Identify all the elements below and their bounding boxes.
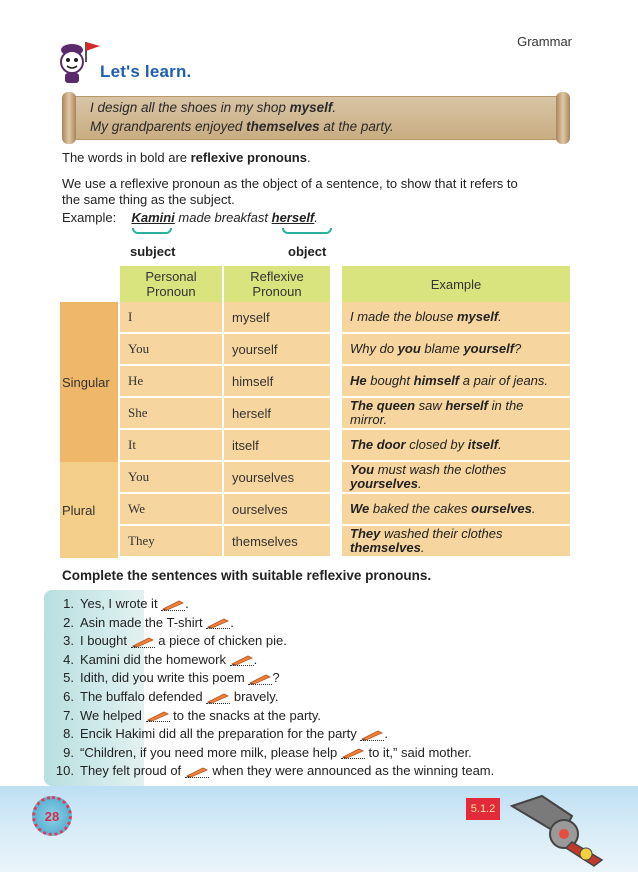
exercise-heading: Complete the sentences with suitable reflexive pronouns. [62,568,432,583]
example-end: . [314,210,318,225]
example-bold-text: itself [467,437,499,452]
intro-paragraph-2-line-1: We use a reflexive pronoun as the object of a sentence, to show that it refers to [62,176,518,191]
example-object: herself [271,210,315,225]
example-bold-text: We [350,501,370,516]
exercise-number: 2. [63,614,74,630]
example-bold-text: You [350,462,375,477]
example-cell [342,302,570,334]
intro-paragraph-2-line-2: the same thing as the subject. [62,192,235,207]
exercise-item [52,652,257,667]
exercise-text-before: Idith, did you write this poem [80,670,249,686]
example-cell [342,366,570,398]
subject-brace [132,228,172,234]
reflexive-pronoun-cell: yourself [224,334,330,366]
example-cell [342,526,570,558]
intro-paragraph-1: The words in bold are reflexive pronouns. [62,150,311,165]
example-cell [342,334,570,366]
personal-pronoun-cell: It [120,430,222,462]
exercise-text-before: Encik Hakimi did all the preparation for the party [80,726,361,742]
scroll-sentence-2: My grandparents enjoyed themselves at the party. [90,119,394,134]
example-text: Why do [350,341,398,356]
example-bold-text: yourselves [350,476,418,491]
example-text: I made the blouse [350,309,457,324]
reflexive-pronoun-cell: themselves [224,526,330,558]
example-cell [342,494,570,526]
answer-blank-pencil-icon[interactable] [360,729,384,741]
object-brace [282,228,332,234]
exercise-item [52,745,472,760]
example-bold-text: himself [413,373,460,388]
reflexive-pronoun-cell: himself [224,366,330,398]
exercise-text-after: . [185,596,189,611]
answer-blank-pencil-icon[interactable] [185,766,209,778]
answer-blank-pencil-icon[interactable] [161,599,185,611]
header-personal-pronoun: Personal Pronoun [120,266,222,302]
example-text: closed by [405,437,468,452]
example-text: . [417,476,422,491]
reflexive-pronoun-cell: herself [224,398,330,430]
exercise-text-after: bravely. [230,689,279,704]
answer-blank-pencil-icon[interactable] [248,673,272,685]
answer-blank-pencil-icon[interactable] [206,692,230,704]
example-bold-text: myself [456,309,499,324]
exercise-item [52,726,388,741]
scroll-roll-right [556,92,570,144]
exercise-item [52,615,234,630]
exercise-number: 6. [63,689,74,704]
example-bold-text: themselves [350,540,421,555]
personal-pronoun-cell: She [120,398,222,430]
mascot-icon [56,38,102,86]
exercise-text-before: They felt proud of [80,763,185,779]
example-text: a pair of jeans. [459,373,549,388]
reflexive-pronoun-cell: yourselves [224,462,330,494]
page-number: 28 [32,796,72,836]
exercise-text-before: We helped [80,707,146,723]
exercise-text-after: to the snacks at the party. [169,707,322,723]
group-plural: Plural [60,462,118,558]
object-label: object [288,244,327,259]
exercise-text-before: Kamini did the homework [80,651,230,667]
example-text: baked the cakes [369,501,472,516]
exercise-item [52,708,321,723]
example-text: . [531,501,536,516]
exercise-text-before: I bought [80,633,131,649]
exercise-number: 1. [63,596,74,611]
example-subject: Kamini [131,210,175,225]
exercise-text-after: when they were announced as the winning team. [208,763,495,779]
personal-pronoun-cell: You [120,334,222,366]
example-text: . [420,540,425,555]
example-cell [342,462,570,494]
exercise-number: 4. [63,651,74,667]
lesson-code: 5.1.2 [466,798,500,820]
exercise-text-after: . [230,614,234,630]
scroll-sentence-1: I design all the shoes in my shop myself. [90,100,337,115]
exercise-text-before: The buffalo defended [80,689,207,704]
exercise-number: 5. [63,670,74,686]
reflexive-pronoun-cell: ourselves [224,494,330,526]
answer-blank-pencil-icon[interactable] [230,654,254,666]
example-bold-text: herself [445,398,488,413]
group-singular: Singular [60,302,118,462]
header-reflexive-pronoun: Reflexive Pronoun [224,266,330,302]
personal-pronoun-cell: You [120,462,222,494]
exercise-item [52,596,189,611]
example-text: must wash the clothes [374,462,507,477]
exercise-text-before: Asin made the T-shirt [80,614,207,630]
exercise-text-after: a piece of chicken pie. [154,633,287,649]
example-label: Example: [62,210,117,225]
section-label: Grammar [517,34,572,49]
example-bold-text: He [350,373,367,388]
personal-pronoun-cell: I [120,302,222,334]
example-bold-text: ourselves [471,501,532,516]
exercise-item [52,633,287,648]
example-cell [342,398,570,430]
header-example: Example [342,266,570,302]
exercise-text-after: ? [272,670,280,686]
example-text: . [498,437,502,452]
example-text: . [498,309,502,324]
example-bold-text: you [397,341,421,356]
example-text: washed their clothes [380,526,503,541]
exercise-text-after: . [384,726,388,742]
answer-blank-pencil-icon[interactable] [206,617,230,629]
personal-pronoun-cell: He [120,366,222,398]
example-middle: made breakfast [174,210,272,225]
personal-pronoun-cell: We [120,494,222,526]
example-bold-text: They [350,526,381,541]
exercise-number: 9. [63,744,74,760]
exercise-number: 10. [55,763,74,779]
example-cell [342,430,570,462]
answer-blank-pencil-icon[interactable] [146,710,170,722]
exercise-text-after: to it,” said mother. [364,744,472,760]
reflexive-pronoun-cell: myself [224,302,330,334]
exercise-text-before: “Children, if you need more milk, please help [80,744,341,760]
robot-illustration-icon [502,786,614,868]
exercise-item [52,670,280,685]
example-bold-text: The door [350,437,406,452]
exercise-item [52,689,278,704]
example-text: bought [366,373,414,388]
subject-label: subject [130,244,176,259]
example-text: blame [420,341,464,356]
exercise-text-after: . [253,651,258,667]
scroll-roll-left [62,92,76,144]
lets-learn-title: Let's learn. [100,62,192,81]
exercise-text-before: Yes, I wrote it [80,596,162,611]
example-text: in the mirror. [350,398,524,427]
exercise-number: 3. [63,633,74,649]
answer-blank-pencil-icon[interactable] [131,636,155,648]
example-text: ? [514,341,522,356]
personal-pronoun-cell: They [120,526,222,558]
example-bold-text: yourself [463,341,515,356]
answer-blank-pencil-icon[interactable] [341,747,365,759]
exercise-number: 7. [63,707,74,723]
exercise-item [52,763,494,778]
reflexive-pronoun-cell: itself [224,430,330,462]
example-text: saw [415,398,446,413]
example-sentence [62,210,318,225]
example-bold-text: The queen [350,398,416,413]
exercise-number: 8. [63,726,74,742]
